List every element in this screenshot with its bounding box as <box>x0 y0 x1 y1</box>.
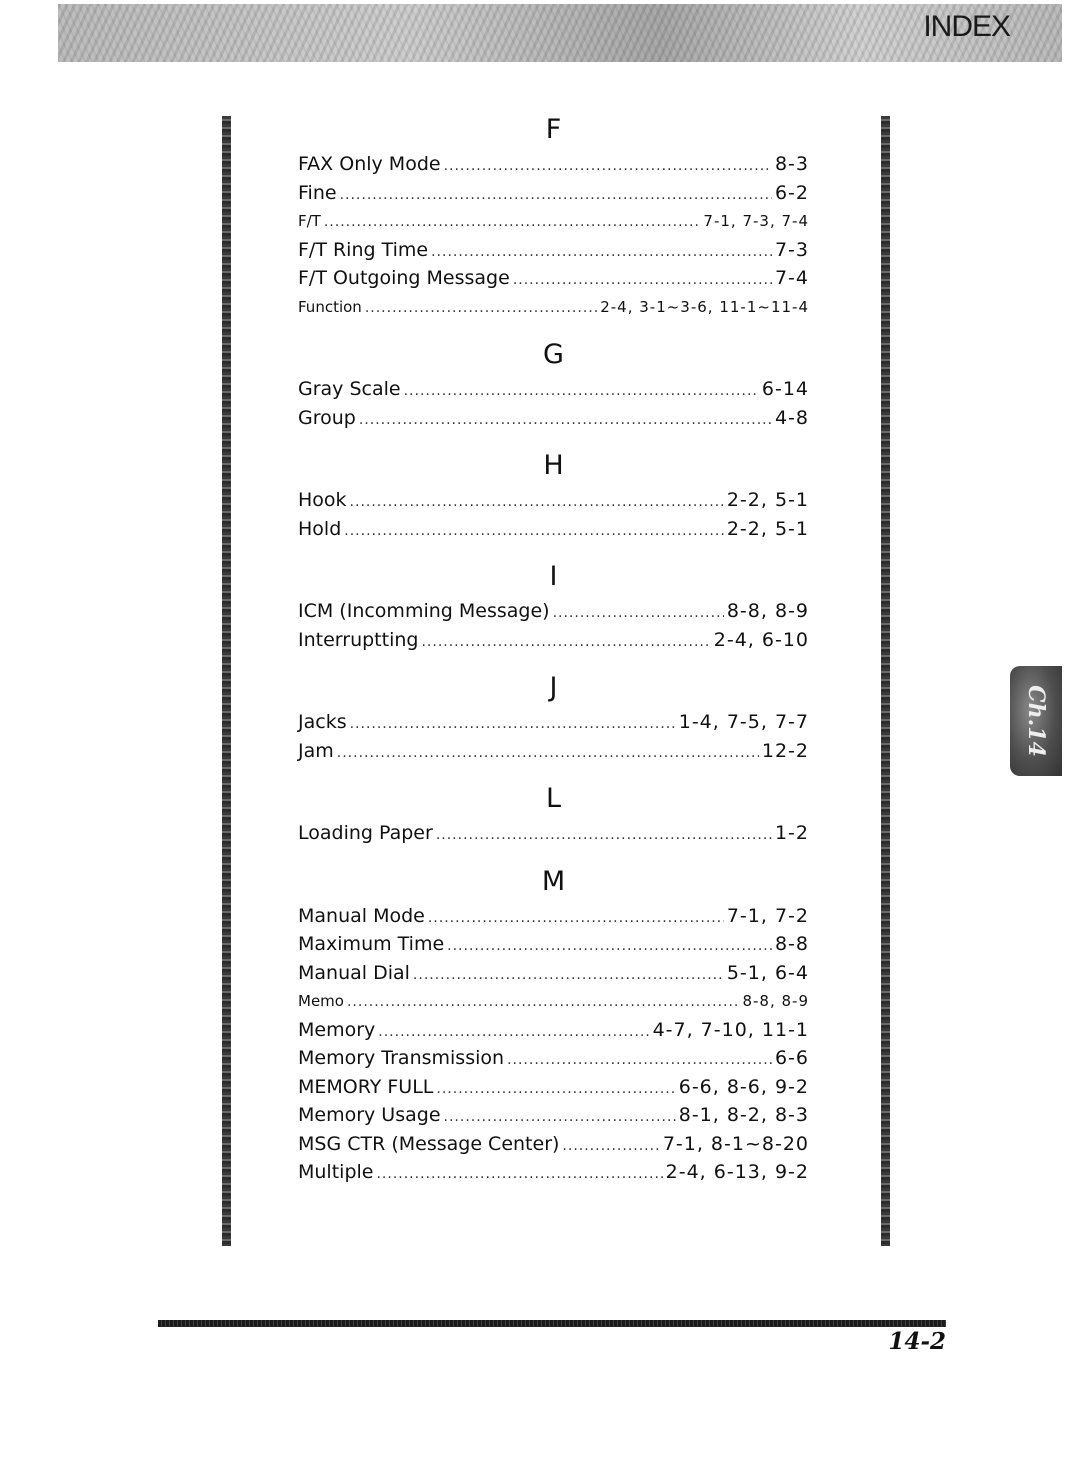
leader-dots <box>378 1018 649 1047</box>
leader-dots <box>444 152 772 181</box>
section-letter: G <box>543 339 564 370</box>
leader-dots <box>350 710 676 739</box>
entry-term: Hold <box>298 517 342 540</box>
index-entry[interactable] <box>298 207 809 236</box>
section-letter: J <box>549 672 558 703</box>
index-entry[interactable] <box>298 486 809 515</box>
section-letter: F <box>545 114 562 145</box>
index-section <box>298 112 809 321</box>
index-section <box>298 864 809 1187</box>
entry-pages: 1-2 <box>774 822 809 844</box>
leader-dots <box>553 599 724 628</box>
chapter-tab[interactable] <box>1010 666 1062 776</box>
leader-dots <box>562 1132 659 1161</box>
page-number: 14-2 <box>888 1328 946 1355</box>
leader-dots <box>359 406 772 435</box>
leader-dots <box>513 266 772 295</box>
entry-pages: 6-6 <box>774 1047 809 1069</box>
left-margin-bar <box>222 116 231 1246</box>
section-letter: H <box>543 450 564 481</box>
entry-pages: 1-4, 7-5, 7-7 <box>678 711 809 733</box>
entry-term: Loading Paper <box>298 822 433 844</box>
index-entry[interactable] <box>298 626 809 655</box>
right-margin-bar <box>881 116 890 1246</box>
entry-term: FAX Only Mode <box>298 153 441 175</box>
index-entry[interactable] <box>298 179 809 208</box>
leader-dots <box>365 294 597 323</box>
leader-dots <box>404 377 759 406</box>
entry-pages: 2-2, 5-1 <box>726 517 809 540</box>
index-entry[interactable] <box>298 150 809 179</box>
entry-term: MEMORY FULL <box>298 1075 434 1098</box>
entry-pages: 2-2, 5-1 <box>726 489 809 511</box>
entry-term: Group <box>298 406 356 429</box>
entry-pages: 7-1, 7-3, 7-4 <box>703 212 809 230</box>
index-list <box>298 112 809 1203</box>
entry-term: Manual Dial <box>298 961 410 984</box>
entry-pages: 4-7, 7-10, 11-1 <box>652 1018 809 1041</box>
index-entry[interactable] <box>298 264 809 293</box>
entry-term: Maximum Time <box>298 933 445 955</box>
entry-term: ICM (Incomming Message) <box>298 600 550 622</box>
entry-pages: 2-4, 3-1~3-6, 11-1~11-4 <box>600 297 809 316</box>
index-section <box>298 559 809 654</box>
index-entry[interactable] <box>298 902 809 931</box>
leader-dots <box>444 1103 676 1132</box>
entry-term: Jacks <box>298 711 347 733</box>
index-entry[interactable] <box>298 1016 809 1045</box>
index-entry[interactable] <box>298 1158 809 1187</box>
entry-term: Memory <box>298 1018 376 1041</box>
index-entry[interactable] <box>298 737 809 766</box>
leader-dots <box>324 208 701 237</box>
entry-pages: 8-8, 8-9 <box>726 600 809 622</box>
entry-pages: 2-4, 6-13, 9-2 <box>665 1161 809 1183</box>
index-entry[interactable] <box>298 375 809 404</box>
entry-term: Multiple <box>298 1161 374 1183</box>
entry-term: Manual Mode <box>298 904 425 927</box>
leader-dots <box>347 988 739 1017</box>
leader-dots <box>337 739 759 768</box>
footer-rule <box>158 1320 946 1327</box>
entry-pages: 7-1, 8-1~8-20 <box>662 1132 809 1155</box>
leader-dots <box>413 961 724 990</box>
entry-term: F/T Ring Time <box>298 238 429 261</box>
leader-dots <box>428 904 724 933</box>
index-entry[interactable] <box>298 1101 809 1130</box>
entry-pages: 6-6, 8-6, 9-2 <box>678 1075 809 1098</box>
leader-dots <box>436 1075 675 1104</box>
entry-term: Jam <box>298 739 334 762</box>
entry-term: Gray Scale <box>298 378 401 400</box>
entry-pages: 8-3 <box>774 153 809 175</box>
leader-dots <box>421 628 710 657</box>
index-section <box>298 781 809 848</box>
index-entry[interactable] <box>298 819 809 848</box>
leader-dots <box>344 517 724 546</box>
header-band <box>58 4 1062 62</box>
index-section <box>298 670 809 765</box>
entry-term: Memory Transmission <box>298 1047 505 1069</box>
entry-pages: 6-2 <box>774 181 809 204</box>
entry-term: Memory Usage <box>298 1104 441 1126</box>
entry-term: Hook <box>298 489 347 511</box>
index-entry[interactable] <box>298 987 809 1016</box>
index-entry[interactable] <box>298 236 809 265</box>
entry-pages: 4-8 <box>774 406 809 429</box>
entry-term: F/T Outgoing Message <box>298 267 510 289</box>
index-entry[interactable] <box>298 930 809 959</box>
index-entry[interactable] <box>298 1044 809 1073</box>
entry-term: Fine <box>298 181 337 204</box>
index-entry[interactable] <box>298 515 809 544</box>
entry-term: MSG CTR (Message Center) <box>298 1132 560 1155</box>
entry-pages: 8-8 <box>774 933 809 955</box>
index-entry[interactable] <box>298 404 809 433</box>
chapter-tab-label: Ch.14 <box>1023 685 1049 757</box>
leader-dots <box>350 488 724 517</box>
section-letter: M <box>541 865 566 897</box>
leader-dots <box>507 1046 772 1075</box>
leader-dots <box>436 821 772 850</box>
entry-pages: 12-2 <box>761 739 809 762</box>
entry-term: Function <box>298 297 362 316</box>
entry-term: F/T <box>298 212 321 230</box>
index-entry[interactable] <box>298 293 809 322</box>
leader-dots <box>340 181 772 210</box>
entry-pages: 7-1, 7-2 <box>726 904 809 927</box>
entry-pages: 8-8, 8-9 <box>742 992 809 1010</box>
entry-pages: 7-3 <box>774 238 809 261</box>
index-section <box>298 448 809 543</box>
entry-term: Memo <box>298 992 344 1010</box>
entry-pages: 5-1, 6-4 <box>726 961 809 984</box>
entry-pages: 7-4 <box>774 267 809 289</box>
entry-pages: 6-14 <box>761 378 809 400</box>
index-entry[interactable] <box>298 1130 809 1159</box>
index-entry[interactable] <box>298 959 809 988</box>
section-letter: L <box>545 783 562 814</box>
entry-term: Interruptting <box>298 628 419 651</box>
entry-pages: 2-4, 6-10 <box>713 628 809 651</box>
section-letter: I <box>549 561 558 592</box>
leader-dots <box>376 1160 662 1189</box>
leader-dots <box>447 932 772 961</box>
index-entry[interactable] <box>298 597 809 626</box>
index-entry[interactable] <box>298 1073 809 1102</box>
page-title: INDEX <box>923 10 1010 43</box>
index-entry[interactable] <box>298 708 809 737</box>
index-section <box>298 337 809 432</box>
leader-dots <box>431 238 772 267</box>
entry-pages: 8-1, 8-2, 8-3 <box>678 1104 809 1126</box>
